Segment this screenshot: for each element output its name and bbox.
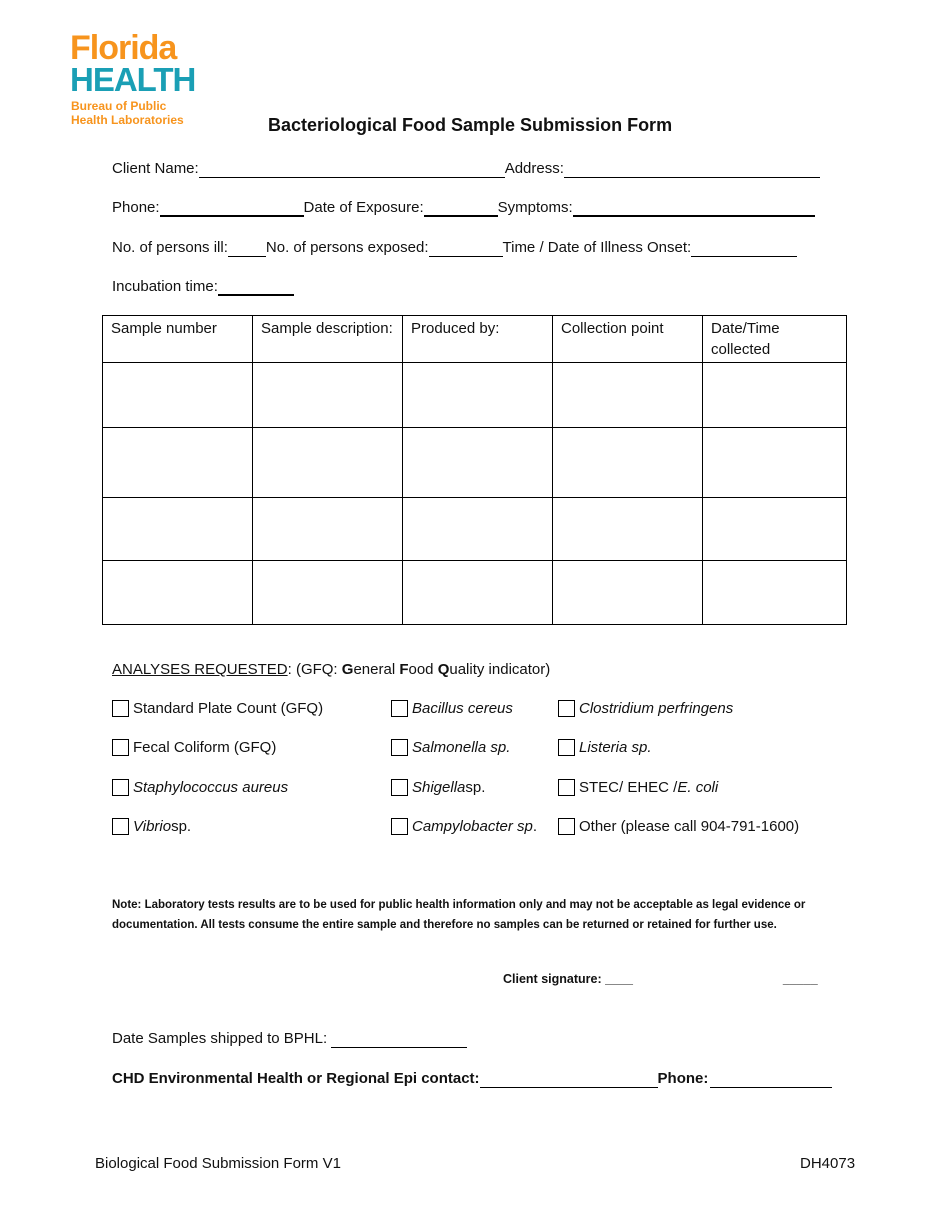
- checkbox-label: Clostridium perfringens: [579, 700, 734, 717]
- checkbox-other[interactable]: [558, 818, 799, 835]
- header-date-time-collected: Date/Time collected: [703, 316, 847, 363]
- checkbox-standard-plate-count[interactable]: [112, 700, 323, 717]
- persons-ill-label: No. of persons ill:: [112, 239, 228, 256]
- analyses-heading: [112, 661, 550, 678]
- footer-form-code: DH4073: [800, 1155, 856, 1172]
- table-cell[interactable]: [103, 428, 253, 498]
- persons-row: [112, 239, 797, 257]
- analyses-heading-label: ANALYSES REQUESTED: [112, 661, 288, 678]
- checkbox-label: Standard Plate Count (GFQ): [133, 700, 324, 717]
- phone-label: Phone:: [112, 199, 160, 216]
- checkbox-label-suffix: sp.: [465, 779, 486, 796]
- table-cell[interactable]: [553, 428, 703, 498]
- logo-subtitle-line1: Bureau of Public: [71, 99, 167, 113]
- checkbox-box[interactable]: [391, 818, 408, 835]
- illness-onset-input[interactable]: [691, 242, 797, 257]
- header-produced-by: Produced by:: [403, 316, 553, 363]
- checkbox-box[interactable]: [391, 700, 408, 717]
- checkbox-label: Other (please call 904-791-1600): [579, 818, 800, 835]
- checkbox-box[interactable]: [112, 700, 129, 717]
- logo-subtitle-line2: Health Laboratories: [71, 113, 184, 127]
- table-row: [103, 428, 847, 498]
- checkbox-box[interactable]: [391, 739, 408, 756]
- checkbox-stec-ehec[interactable]: [558, 779, 718, 796]
- legal-note: Note: Laboratory tests results are to be used for public health information only and may not be acceptable as legal evidence or documentation. All tests consume the entire sample and therefore no samples can be returned or retained for further use.: [112, 899, 806, 931]
- header-sample-description: Sample description:: [253, 316, 403, 363]
- client-signature-field[interactable]: [503, 972, 818, 986]
- checkbox-label-suffix: sp.: [171, 818, 192, 835]
- checkbox-box[interactable]: [112, 779, 129, 796]
- checkbox-box[interactable]: [558, 818, 575, 835]
- checkbox-label: Vibrio: [133, 818, 172, 835]
- contact-row: [112, 1070, 832, 1088]
- shipping-date-field: [112, 1030, 467, 1048]
- persons-ill-input[interactable]: [228, 242, 266, 257]
- phone-input[interactable]: [160, 201, 304, 217]
- checkbox-shigella[interactable]: [391, 779, 485, 796]
- table-cell[interactable]: [103, 561, 253, 625]
- checkbox-listeria[interactable]: [558, 739, 652, 756]
- checkbox-box[interactable]: [112, 818, 129, 835]
- client-signature-label: Client signature: ____: [503, 972, 633, 986]
- incubation-input[interactable]: [218, 280, 294, 296]
- gfq-g: G: [341, 661, 354, 678]
- table-cell[interactable]: [403, 363, 553, 428]
- table-cell[interactable]: [253, 363, 403, 428]
- contact-phone-input[interactable]: [710, 1073, 832, 1088]
- table-header-row: [103, 316, 847, 363]
- header-collection-point: Collection point: [553, 316, 703, 363]
- checkbox-label: Staphylococcus aureus: [133, 779, 289, 796]
- gfq-f: F: [399, 661, 409, 678]
- checkbox-label: Listeria sp.: [579, 739, 652, 756]
- gfq-uality: uality indicator): [449, 661, 551, 678]
- persons-exposed-input[interactable]: [429, 242, 503, 257]
- persons-exposed-label: No. of persons exposed:: [265, 239, 429, 256]
- table-cell[interactable]: [403, 498, 553, 561]
- phone-row: [112, 199, 815, 217]
- logo-florida: Florida: [70, 29, 177, 67]
- header-sample-number: Sample number: [103, 316, 253, 363]
- checkbox-vibrio[interactable]: [112, 818, 191, 835]
- date-exposure-label: Date of Exposure:: [303, 199, 424, 216]
- logo-subtitle: [71, 99, 211, 127]
- shipping-date-input[interactable]: [331, 1033, 467, 1048]
- symptoms-input[interactable]: [573, 201, 815, 217]
- table-cell[interactable]: [253, 561, 403, 625]
- symptoms-label: Symptoms:: [497, 199, 573, 216]
- table-cell[interactable]: [553, 498, 703, 561]
- checkbox-label: Campylobacter sp: [412, 818, 533, 835]
- table-row: [103, 561, 847, 625]
- contact-label: CHD Environmental Health or Regional Epi contact:: [112, 1070, 480, 1087]
- table-cell[interactable]: [103, 498, 253, 561]
- client-name-field: [112, 160, 820, 178]
- checkbox-bacillus-cereus[interactable]: [391, 700, 513, 717]
- table-cell[interactable]: [553, 561, 703, 625]
- client-name-label: Client Name:: [112, 160, 199, 177]
- checkbox-label: Salmonella sp.: [412, 739, 511, 756]
- samples-table: [102, 315, 847, 625]
- checkbox-box[interactable]: [391, 779, 408, 796]
- incubation-label: Incubation time:: [112, 278, 218, 295]
- table-row: [103, 363, 847, 428]
- page-title: Bacteriological Food Sample Submission Form: [268, 115, 673, 135]
- checkbox-label: Shigella: [412, 779, 466, 796]
- table-cell[interactable]: [553, 363, 703, 428]
- table-cell[interactable]: [703, 363, 847, 428]
- incubation-row: [112, 278, 294, 296]
- checkbox-label: Fecal Coliform (GFQ): [133, 739, 277, 756]
- logo-health: HEALTH: [70, 61, 196, 98]
- table-cell[interactable]: [253, 428, 403, 498]
- table-row: [103, 498, 847, 561]
- checkbox-label-suffix: .: [532, 818, 538, 835]
- checkbox-box[interactable]: [558, 700, 575, 717]
- footer-form-name: Biological Food Submission Form V1: [95, 1155, 341, 1172]
- checkbox-box[interactable]: [558, 779, 575, 796]
- table-cell[interactable]: [253, 498, 403, 561]
- gfq-ood: ood: [408, 661, 438, 678]
- address-input[interactable]: [564, 163, 820, 178]
- analyses-heading-suffix: : (GFQ:: [287, 661, 342, 678]
- checkbox-salmonella[interactable]: [391, 739, 510, 756]
- client-name-input[interactable]: [199, 163, 505, 178]
- checkbox-staphylococcus[interactable]: [112, 779, 288, 796]
- shipping-date-label: Date Samples shipped to BPHL:: [112, 1030, 328, 1047]
- illness-onset-label: Time / Date of Illness Onset:: [502, 239, 692, 256]
- checkbox-campylobacter[interactable]: [391, 818, 537, 835]
- checkbox-label: Bacillus cereus: [412, 700, 513, 717]
- checkbox-box[interactable]: [112, 739, 129, 756]
- checkbox-label-ecoli: E. coli: [677, 779, 719, 796]
- table-cell[interactable]: [403, 428, 553, 498]
- table-cell[interactable]: [703, 498, 847, 561]
- gfq-q: Q: [437, 661, 450, 678]
- table-cell[interactable]: [403, 561, 553, 625]
- checkbox-fecal-coliform[interactable]: [112, 739, 276, 756]
- contact-phone-label: Phone:: [657, 1070, 709, 1087]
- address-label: Address:: [504, 160, 564, 177]
- table-cell[interactable]: [703, 561, 847, 625]
- contact-input[interactable]: [480, 1073, 658, 1088]
- checkbox-label: STEC/ EHEC /: [579, 779, 678, 796]
- checkbox-clostridium[interactable]: [558, 700, 733, 717]
- table-cell[interactable]: [703, 428, 847, 498]
- client-signature-tail: _____: [782, 972, 818, 986]
- date-exposure-input[interactable]: [424, 201, 498, 217]
- checkbox-box[interactable]: [558, 739, 575, 756]
- table-cell[interactable]: [103, 363, 253, 428]
- gfq-eneral: eneral: [353, 661, 400, 678]
